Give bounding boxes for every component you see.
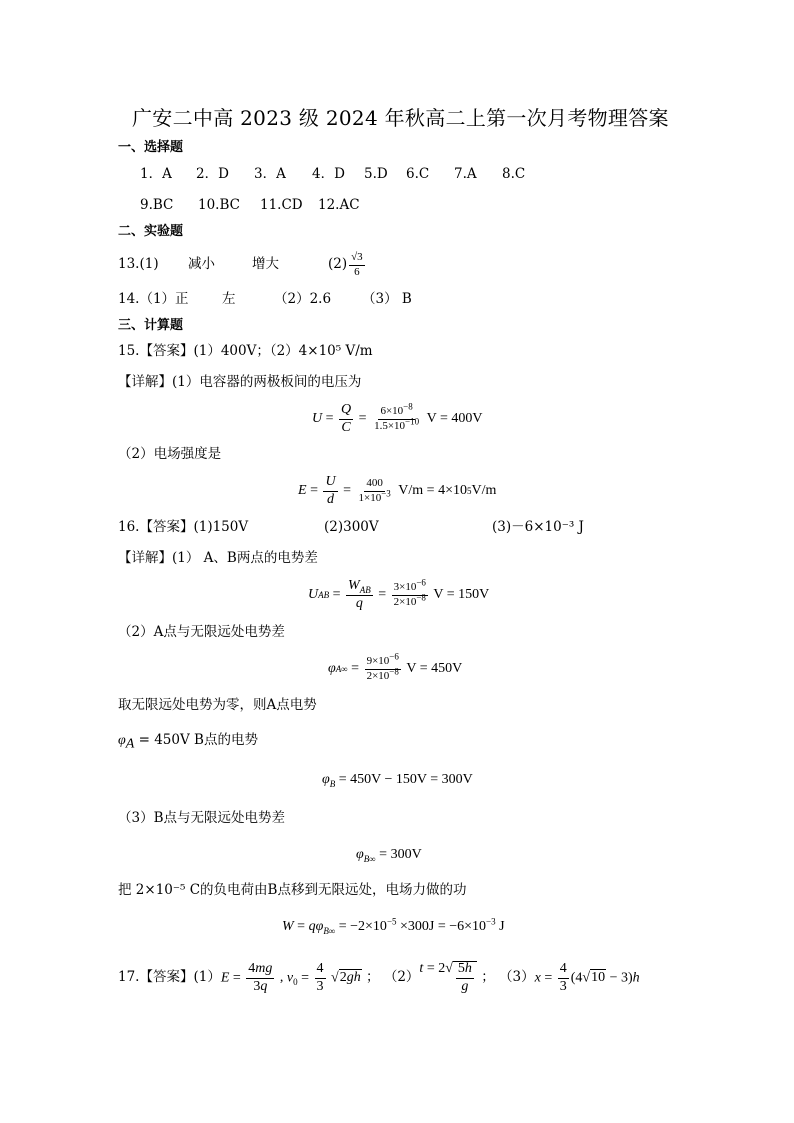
q17-part2-label: （2） [383, 969, 420, 986]
q16-phi-a-line: $\varphi_A = 450V$ B点的电势 [118, 732, 258, 752]
answer-item: 2．D [196, 166, 229, 182]
q14-line [118, 293, 412, 307]
q13-answer-1: 减小 [188, 256, 215, 273]
q13-label: 13.(1) [118, 256, 159, 273]
formula-field: E = $\frac{U}{d}$ = $\frac{400}{1\times 10^{-3}}$ V/m = 4×10 5 V/m [298, 473, 497, 507]
q15-detail-2: （2）电场强度是 [118, 446, 222, 462]
q17-answer-line: 17.【答案】(1） E = $\frac{4mg}{3q}$ , $v_0$ = $\frac{4}{3}$ √2gh ； （2） t = 2√ $\frac{5h}{g}$ ； （3） x = $\frac{4}{3}$ (4√10 − 3)h [118, 960, 640, 994]
answer-item: 6.C [406, 166, 430, 182]
q16-text-2: 把 2×10⁻⁵ C的负电荷由B点移到无限远处，电场力做的功 [118, 882, 467, 898]
q17-formula-t: t = 2√ $\frac{5h}{g}$ [419, 961, 476, 994]
q17-part3-label: （3） [499, 969, 535, 986]
answer-item: 3．A [254, 166, 286, 182]
q13-line [118, 250, 367, 280]
section-heading-calculation: 三、计算题 [118, 318, 184, 333]
q16-answer-3: (3)－6×10⁻³ J [492, 519, 584, 535]
formula-phi-b: $\varphi_B = 450V - 150V = 300V$ [322, 772, 473, 789]
answers-row-2 [140, 199, 368, 213]
q13-fraction: $\frac{√3}{6}$ [351, 250, 363, 278]
q14-answer-1: 14.（1）正 [118, 291, 189, 307]
q16-detail-3: （3）B点与无限远处电势差 [118, 810, 286, 826]
q16-detail-2: （2）A点与无限远处电势差 [118, 624, 285, 640]
q17-formula-e: E = $\frac{4mg}{3q}$ [220, 960, 273, 994]
section-heading-experiment: 二、实验题 [118, 224, 184, 239]
q16-answer-line [118, 521, 584, 535]
section-heading-choice: 一、选择题 [118, 140, 184, 155]
formula-voltage: U = $\frac{Q}{C}$ = $\frac{6\times 10^{-8}}{1.5\times 10^{-10}}$ V = 400V [312, 401, 483, 435]
q16-text-1: 取无限远处电势为零，则A点电势 [118, 697, 317, 713]
q14-answer-3: （2）2.6 [274, 291, 332, 307]
q17-label: 17.【答案】(1） [118, 969, 221, 986]
q15-detail-1: 【详解】(1）电容器的两极板间的电压为 [118, 374, 362, 390]
q14-answer-2: 左 [222, 291, 236, 307]
answer-item: 4．D [312, 166, 345, 182]
q17-formula-x: x = $\frac{4}{3}$ (4√10 − 3)h [534, 960, 640, 994]
answer-item: 12.AC [318, 197, 360, 213]
formula-work: $W = q\varphi_{B\infty} = -2\times 10^{-5} \times 300J = -6\times 10^{-3}$ J [282, 916, 505, 936]
formula-phi-b-inf: $\varphi_{B\infty} = 300V$ [356, 847, 422, 864]
formula-phi-a-inf: φ A∞ = $\frac{9\times 10^{-6}}{2\times 10^{-8}}$ V = 450V [328, 651, 463, 682]
answer-item: 1．A [140, 166, 172, 182]
page-title: 广安二中高 2023 级 2024 年秋高二上第一次月考物理答案 [132, 106, 669, 130]
q17-formula-v0: $v_0$ = $\frac{4}{3}$ √2gh [286, 960, 361, 994]
q16-detail-1: 【详解】(1） A、B两点的电势差 [118, 550, 318, 566]
answer-item: 10.BC [198, 197, 240, 213]
q14-answer-4: （3） B [362, 291, 412, 307]
q16-answer-1: 16.【答案】(1)150V [118, 519, 249, 535]
formula-uab: U AB = $\frac{W_{AB}}{q}$ = $\frac{3\times 10^{-6}}{2\times 10^{-8}}$ V = 150V [308, 577, 490, 611]
answer-item: 9.BC [140, 197, 174, 213]
answer-item: 8.C [502, 166, 526, 182]
q15-answer: 15.【答案】(1）400V；（2）4×10⁵ V/m [118, 343, 373, 359]
answers-row-1 [140, 168, 542, 182]
q16-answer-2: (2)300V [324, 519, 379, 535]
q13-answer-2: 增大 [252, 256, 279, 273]
answer-item: 5.D [364, 166, 388, 182]
q13-part2-label: (2) [328, 256, 348, 273]
answer-item: 11.CD [260, 197, 303, 213]
answer-item: 7.A [454, 166, 477, 182]
